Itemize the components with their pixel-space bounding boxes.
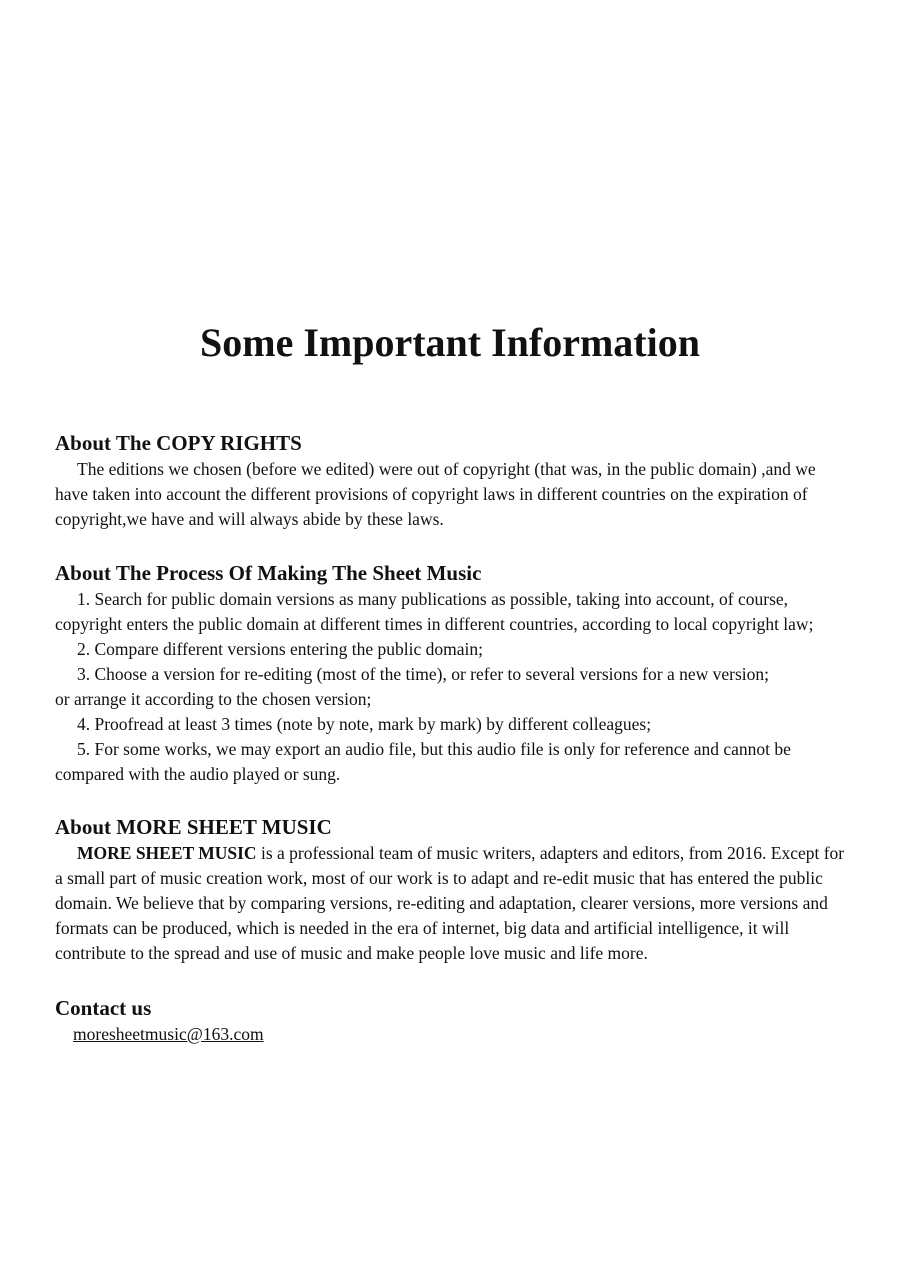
about-more-heading: About MORE SHEET MUSIC [55,815,332,839]
page-title: Some Important Information [200,320,700,365]
process-step-3-line-2: or arrange it according to the chosen version; [55,689,372,709]
about-more-sheet-music-section [55,813,850,966]
copyrights-section [55,429,850,532]
copyrights-heading: About The COPY RIGHTS [55,431,302,455]
process-step-4: 4. Proofread at least 3 times (note by note, mark by mark) by different colleagues; [77,714,652,734]
process-step-3-line-1: 3. Choose a version for re-editing (most of the time), or refer to several versions for a new version; [77,664,770,684]
about-more-body [55,841,850,966]
process-step-3 [55,662,850,712]
process-section [55,559,850,787]
process-step-5: 5. For some works, we may export an audio file, but this audio file is only for reference and cannot be compared with the audio played or sung. [55,739,791,784]
about-more-text: is a professional team of music writers, adapters and editors, from 2016. Except for a small part of music creation work, most of our work is to adapt and re-edit music that has entered the public domain. We believe that by comparing versions, re-editing and adaptation, clearer versions, more versions and formats can be produced, which is needed in the era of internet, big data and artificial intelligence, it will contribute to the spread and use of music and make people love music and life more. [55,843,845,963]
contact-heading: Contact us [55,996,152,1020]
contact-email-link[interactable]: moresheetmusic@163.com [73,1024,264,1044]
contact-section [55,994,850,1047]
brand-name: MORE SHEET MUSIC [77,843,257,863]
copyrights-body: The editions we chosen (before we edited) were out of copyright (that was, in the public domain) ,and we have taken into account the different provisions of copyright laws in different countries on the expiration of copyright,we have and will always abide by these laws. [55,459,816,529]
process-heading: About The Process Of Making The Sheet Music [55,561,482,585]
process-step-1: 1. Search for public domain versions as many publications as possible, taking into account, of course, copyright enters the public domain at different times in different countries, according to local copyright law; [55,589,814,634]
process-step-2: 2. Compare different versions entering the public domain; [77,639,483,659]
